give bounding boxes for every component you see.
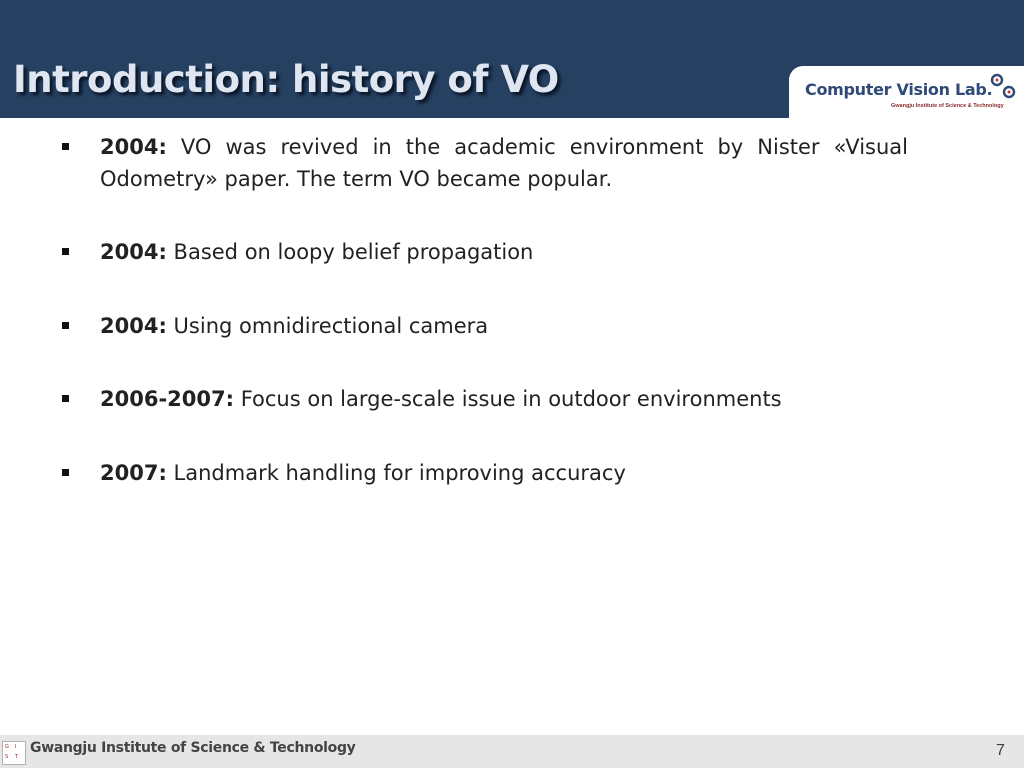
bullet-year: 2004: [100, 135, 167, 159]
page-number: 7 [996, 742, 1005, 759]
bullet-square-icon [62, 395, 69, 402]
bullet-text [100, 310, 908, 342]
bullet-text [100, 383, 908, 415]
bullet-year: 2004: [100, 314, 167, 338]
bullet-item [62, 236, 912, 268]
bullet-description: Based on loopy belief propagation [173, 240, 534, 264]
bullet-square-icon [62, 322, 69, 329]
bullet-text [100, 131, 908, 195]
bullet-square-icon [62, 469, 69, 476]
lab-logo [789, 66, 1024, 118]
gist-emblem-icon: G I S T [2, 741, 26, 765]
lab-logo-subtitle: Gwangju Institute of Science & Technology [891, 103, 1004, 109]
bullet-year: 2007: [100, 461, 167, 485]
bullet-year: 2006-2007: [100, 387, 235, 411]
bullet-text [100, 457, 908, 489]
bullet-text [100, 236, 908, 268]
bullet-item [62, 131, 912, 195]
bullet-square-icon [62, 143, 69, 150]
bullet-square-icon [62, 248, 69, 255]
footer-institution: Gwangju Institute of Science & Technology [30, 740, 356, 756]
bullet-item [62, 310, 912, 342]
lab-logo-text: Computer Vision Lab. [805, 80, 993, 99]
slide-title: Introduction: history of VO [13, 58, 559, 101]
bullet-item [62, 457, 912, 489]
bullet-description: Using omnidirectional camera [173, 314, 489, 338]
bullet-description: VO was revived in the academic environment by Nister «Visual Odometry» paper. The term VO became popular. [100, 135, 908, 191]
bullet-description: Landmark handling for improving accuracy [173, 461, 626, 485]
footer-bar [0, 735, 1024, 768]
lab-logo-icon [987, 72, 1017, 106]
header-bar [0, 0, 1024, 118]
bullet-description: Focus on large-scale issue in outdoor environments [240, 387, 782, 411]
bullet-item [62, 383, 912, 415]
bullet-year: 2004: [100, 240, 167, 264]
